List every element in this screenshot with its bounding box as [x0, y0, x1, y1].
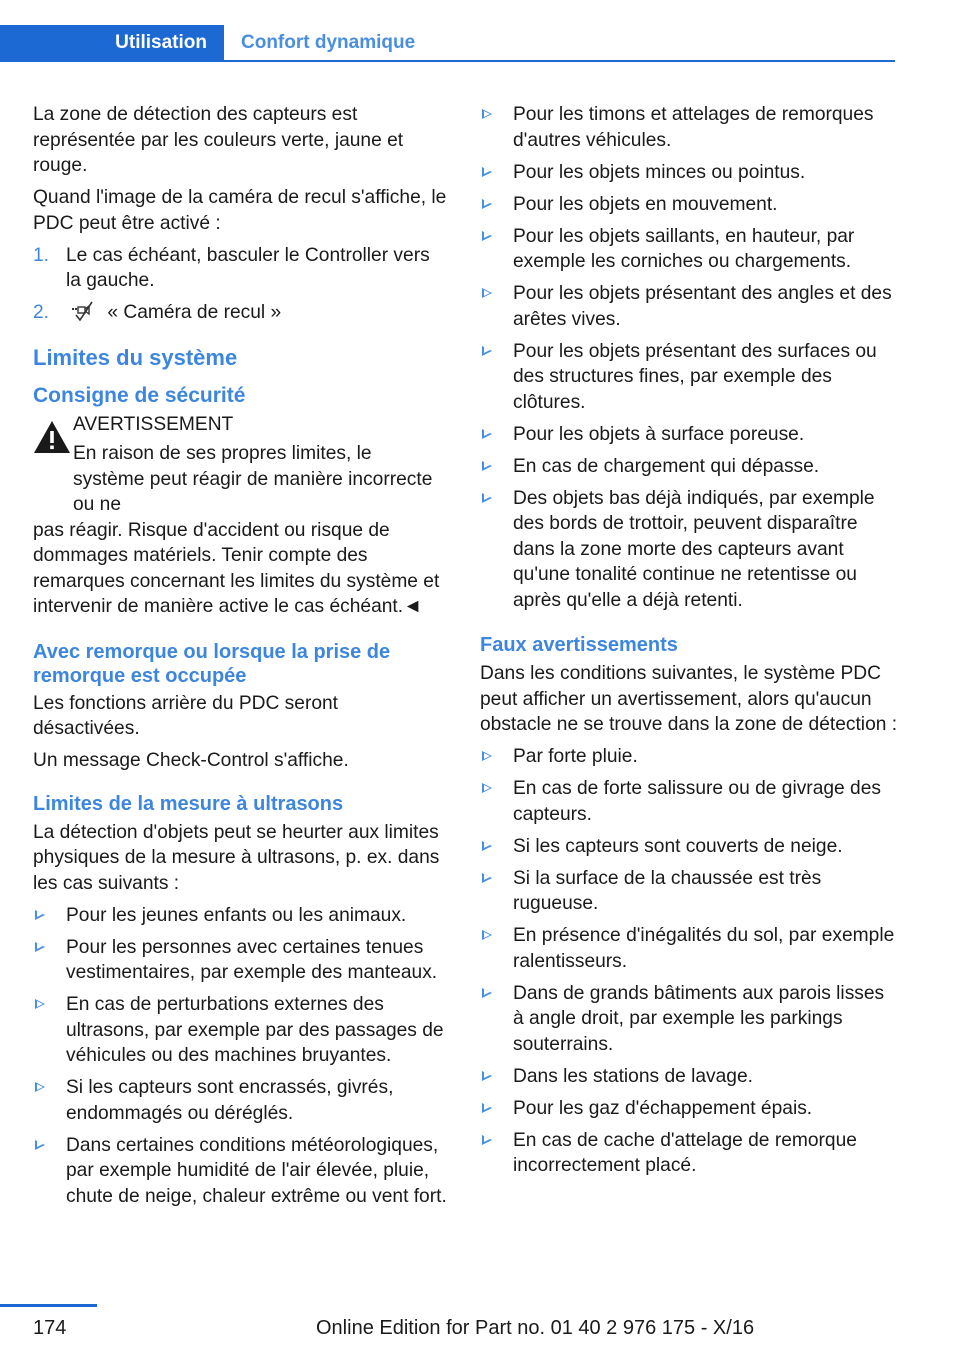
list-item — [480, 981, 898, 1058]
list-item-text: En cas de forte salissure ou de givrage des capteurs. — [513, 778, 881, 825]
list-item-text: Si les capteurs sont encrassés, givrés, endommagés ou déréglés. — [66, 1077, 394, 1124]
bullet-triangle-icon — [482, 231, 492, 241]
tab-utilisation[interactable]: Utilisation — [0, 25, 224, 60]
page-number: 174 — [33, 1317, 67, 1339]
bullet-triangle-icon — [35, 942, 45, 952]
rear-camera-icon — [72, 301, 94, 321]
list-item — [480, 224, 898, 275]
list-item — [480, 1096, 898, 1122]
heading-ultrasonic-limits: Limites de la mesure à ultrasons — [33, 792, 344, 815]
list-item-text: Dans de grands bâtiments aux parois lisses à angle droit, par exemple les parkings souterrains. — [513, 982, 885, 1055]
list-item — [480, 1064, 898, 1090]
list-item-text: En présence d'inégalités du sol, par exemple ralentisseurs. — [513, 925, 895, 972]
paragraph-check-control: Un message Check-Control s'affiche. — [33, 750, 349, 771]
list-item-text: Par forte pluie. — [513, 746, 638, 767]
list-item-text: Pour les gaz d'échappement épais. — [513, 1097, 813, 1119]
bullet-triangle-icon — [482, 461, 492, 471]
list-item — [480, 281, 898, 332]
list-item-text: Pour les objets présentant des surfaces ou des structures fines, par exemple des clôtures. — [513, 340, 877, 413]
bullet-triangle-icon — [482, 988, 492, 998]
list-item — [480, 834, 898, 860]
list-item — [480, 454, 898, 480]
heading-safety: Consigne de sécurité — [33, 383, 246, 407]
list-item — [33, 935, 448, 986]
list-item — [480, 744, 898, 770]
bullet-triangle-icon — [482, 346, 492, 356]
bullet-triangle-icon — [482, 109, 492, 119]
list-item-text: En cas de perturbations externes des ultrasons, par exemple par des passages de véhicules ou des machines bruyantes. — [66, 994, 444, 1066]
list-item-text: Pour les timons et attelages de remorques d'autres véhicules. — [513, 104, 874, 151]
list-item — [480, 776, 898, 827]
paragraph-ultrasonic: La détection d'objets peut se heurter aux limites physiques de la mesure à ultrasons, p. ex. dans les cas suivants : — [33, 821, 440, 894]
list-item-text: En cas de chargement qui dépasse. — [513, 455, 820, 477]
heading-system-limits: Limites du système — [33, 344, 238, 370]
list-item-text: En cas de cache d'attelage de remorque incorrectement placé. — [513, 1129, 857, 1176]
paragraph-false-warnings: Dans les conditions suivantes, le système PDC peut afficher un avertissement, alors qu'aucun obstacle ne se trouve dans la zone de détection : — [480, 663, 898, 735]
list-item-text: Dans certaines conditions météorologiques, par exemple humidité de l'air élevée, pluie, chute de neige, chaleur extrême ou vent fort. — [66, 1134, 447, 1207]
list-item-text: Pour les jeunes enfants ou les animaux. — [66, 904, 407, 926]
list-item — [480, 866, 898, 917]
bullet-triangle-icon — [482, 167, 492, 177]
step-number: 1. — [33, 244, 50, 266]
list-item-text: Pour les objets à surface poreuse. — [513, 423, 805, 445]
bullet-triangle-icon — [35, 1140, 45, 1150]
warning-triangle-icon — [33, 420, 73, 456]
warning-text-rest: pas réagir. Risque d'accident ou risque de dommages matériels. Tenir compte des remarques concernant les limites du système et intervenir de manière active le cas échéant. — [33, 519, 440, 617]
object-limits-list — [480, 102, 898, 613]
step-text: « Caméra de recul » — [107, 302, 282, 323]
warning-box — [33, 412, 448, 620]
list-item — [480, 102, 898, 153]
list-item-text: Pour les objets saillants, en hauteur, par exemple les corniches ou chargements. — [513, 225, 855, 272]
bullet-triangle-icon — [482, 930, 492, 940]
left-column — [33, 102, 448, 1216]
bullet-triangle-icon — [482, 199, 492, 209]
bullet-triangle-icon — [482, 841, 492, 851]
bullet-triangle-icon — [35, 1082, 45, 1092]
paragraph-trailer-functions: Les fonctions arrière du PDC seront désactivées. — [33, 692, 339, 739]
bullet-triangle-icon — [482, 873, 492, 883]
warning-title: AVERTISSEMENT — [73, 413, 234, 435]
list-item — [33, 1133, 448, 1210]
list-item-text: Des objets bas déjà indiqués, par exemple des bords de trottoir, peuvent disparaître dans la zone morte des capteurs avant qu'une tonalité continue ne retentisse ou après qu'elle a déjà retenti. — [513, 487, 875, 611]
footer-rule — [0, 1304, 97, 1307]
step-text: Le cas échéant, basculer le Controller vers la gauche. — [66, 244, 430, 291]
tab-confort-dynamique[interactable]: Confort dynamique — [241, 31, 416, 53]
warning-text-continued — [33, 518, 448, 620]
list-item — [480, 422, 898, 448]
header-rule — [0, 60, 895, 62]
bullet-triangle-icon — [482, 1071, 492, 1081]
list-item — [480, 160, 898, 186]
step-item — [33, 300, 448, 326]
edition-note: Online Edition for Part no. 01 40 2 976 175 - X/16 — [316, 1317, 755, 1339]
list-item-text: Pour les objets en mouvement. — [513, 193, 778, 215]
list-item — [480, 192, 898, 218]
bullet-triangle-icon — [482, 751, 492, 761]
bullet-triangle-icon — [482, 1103, 492, 1113]
step-item — [33, 243, 448, 294]
list-item-text: Pour les objets minces ou pointus. — [513, 161, 806, 183]
bullet-triangle-icon — [482, 429, 492, 439]
list-item-text: Si les capteurs sont couverts de neige. — [513, 835, 843, 857]
end-mark-icon: ◄ — [403, 596, 423, 617]
warning-text: En raison de ses propres limites, le système peut réagir de manière incorrecte ou ne — [73, 443, 433, 515]
paragraph-camera: Quand l'image de la caméra de recul s'affiche, le PDC peut être activé : — [33, 187, 447, 234]
list-item-text: Dans les stations de lavage. — [513, 1065, 753, 1087]
paragraph-detection-zone: La zone de détection des capteurs est représentée par les couleurs verte, jaune et rouge. — [33, 104, 404, 176]
heading-trailer: Avec remorque ou lorsque la prise de remorque est occupée — [33, 640, 391, 687]
list-item — [33, 1075, 448, 1126]
step-number: 2. — [33, 302, 50, 323]
ultrasonic-limits-list — [33, 903, 448, 1210]
list-item — [33, 903, 448, 929]
bullet-triangle-icon — [35, 910, 45, 920]
false-warnings-list — [480, 744, 898, 1179]
list-item-text: Si la surface de la chaussée est très rugueuse. — [513, 867, 822, 914]
bullet-triangle-icon — [482, 1135, 492, 1145]
list-item — [480, 1128, 898, 1179]
list-item — [480, 486, 898, 614]
steps-list — [33, 243, 448, 326]
bullet-triangle-icon — [35, 999, 45, 1009]
list-item — [480, 339, 898, 416]
list-item-text: Pour les objets présentant des angles et des arêtes vives. — [513, 283, 892, 330]
heading-false-warnings: Faux avertissements — [480, 634, 678, 656]
list-item — [480, 923, 898, 974]
list-item — [33, 992, 448, 1069]
bullet-triangle-icon — [482, 288, 492, 298]
header-tabs — [0, 25, 895, 62]
bullet-triangle-icon — [482, 783, 492, 793]
right-column — [480, 102, 898, 1185]
list-item-text: Pour les personnes avec certaines tenues vestimentaires, par exemple des manteaux. — [66, 936, 438, 983]
bullet-triangle-icon — [482, 493, 492, 503]
